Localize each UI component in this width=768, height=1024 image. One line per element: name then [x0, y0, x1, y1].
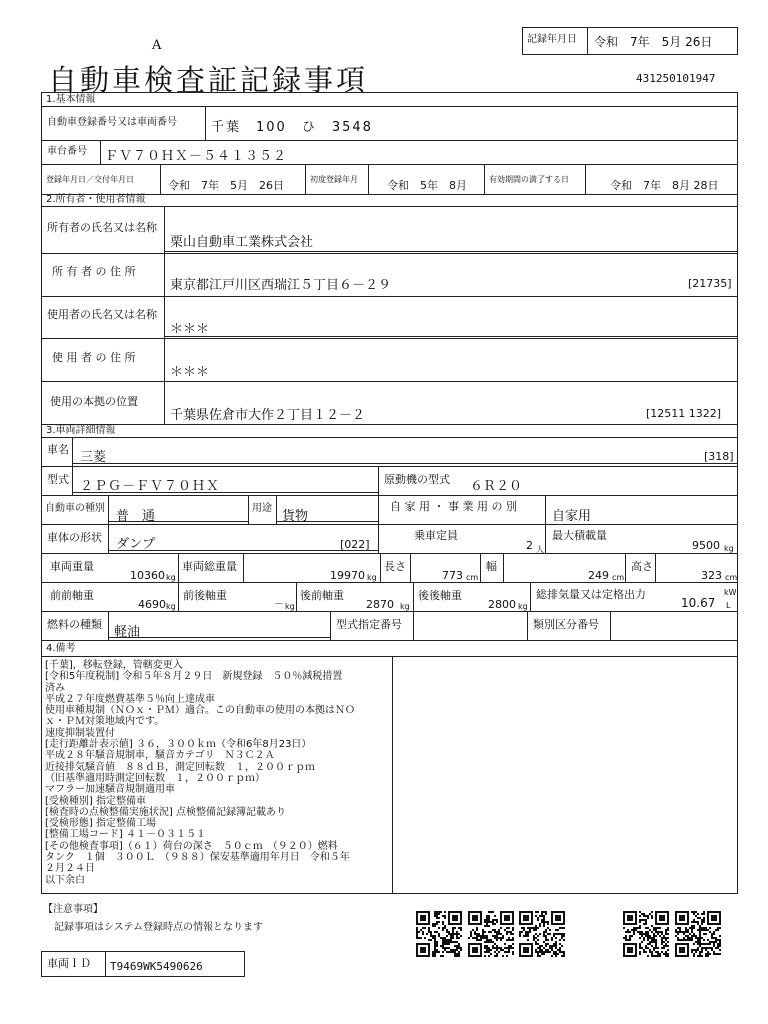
base-location-label: 使用の本拠の位置 [50, 395, 138, 408]
max-load-value: 9500 [692, 539, 720, 552]
vehicle-weight-label: 車両重量 [50, 560, 94, 573]
remarks-line: 済み [45, 682, 65, 694]
front-front-axle-unit: kg [166, 602, 176, 611]
remarks-line: （旧基準適用時測定回転数 １，２００ｒｐｍ） [45, 772, 265, 784]
document-title: 自動車検査証記録事項 [48, 63, 369, 97]
use-label: 用途 [252, 503, 272, 514]
front-rear-axle-value: － [274, 599, 284, 610]
model-label: 型式 [47, 473, 69, 486]
body-shape-value: ダンプ [116, 537, 156, 552]
rear-rear-axle-unit: kg [518, 602, 528, 611]
capacity-label: 乗車定員 [414, 529, 458, 542]
remarks-line: ２月２４日 [45, 863, 95, 875]
vehicle-weight-value: 10360 [130, 569, 165, 582]
height-label: 高さ [631, 560, 653, 573]
gross-weight-label: 車両総重量 [182, 560, 237, 573]
remarks-line: マフラー加速騒音規制適用車 [45, 784, 175, 796]
capacity-value: 2 [526, 539, 533, 552]
remarks-line: 平成２８年騒音規制車，騒音カテゴリ Ｎ３Ｃ２Ａ [45, 750, 275, 762]
form-mark: A [152, 38, 162, 53]
user-address-value: ＊＊＊ [170, 365, 210, 380]
base-location-code: [12511 1322] [646, 407, 722, 420]
engine-model-value: ６Ｒ２０ [470, 479, 523, 494]
height-unit: cm [725, 573, 738, 582]
front-front-axle-value: 4690 [138, 598, 166, 611]
owner-name-value: 栗山自動車工業株式会社 [170, 235, 314, 250]
chassis-number-value: ＦＶ７０ＨＸ－５４１３５２ [105, 149, 288, 164]
rear-front-axle-label: 後前軸重 [300, 589, 344, 602]
remarks-line: [検査時の点検整備実施状況] 点検整備記録簿記載あり [45, 806, 286, 818]
fuel-type-value: 軽油 [114, 625, 141, 640]
rear-front-axle-unit: kg [400, 602, 410, 611]
type-designation-label: 型式指定番号 [336, 618, 402, 631]
remarks-line: [受検種別] 指定整備車 [45, 795, 146, 807]
registration-date-label: 登録年月日／交付年月日 [46, 175, 134, 184]
first-registration-value: 令和 5年 8月 [387, 179, 467, 192]
expiry-date-value: 令和 7年 8月 28日 [610, 179, 719, 192]
gross-weight-unit: kg [367, 573, 377, 582]
capacity-unit: 人 [536, 545, 544, 554]
use-value: 貨物 [282, 509, 309, 524]
front-rear-axle-label: 前後軸重 [183, 589, 227, 602]
max-load-label: 最大積載量 [552, 529, 607, 542]
maker-code: [318] [704, 450, 734, 463]
length-label: 長さ [384, 560, 406, 573]
remarks-line: [受検形態] 指定整備工場 [45, 818, 156, 830]
owner-address-value: 東京都江戸川区西瑞江５丁目６－２９ [170, 278, 392, 293]
remarks-line: 近接排気騒音値 ８８ｄＢ，測定回転数 １，２００ｒｐｍ [45, 761, 315, 773]
fuel-type-label: 燃料の種類 [47, 618, 102, 631]
qr-code-3 [519, 911, 565, 957]
width-value: 249 [588, 569, 609, 582]
qr-code-4 [623, 911, 669, 957]
base-location-value: 千葉県佐倉市大作２丁目１２－２ [170, 408, 366, 423]
model-value: ２ＰＧ－ＦＶ７０ＨＸ [80, 479, 221, 494]
maker-value: 三菱 [80, 450, 107, 465]
remarks-line: [その他検査事項]（６１）荷台の深さ ５０ｃｍ （９２０）燃料 [45, 840, 338, 852]
user-name-value: ＊＊＊ [170, 322, 210, 337]
gross-weight-value: 19970 [330, 569, 365, 582]
notes-title: 【注意事項】 [43, 904, 103, 915]
remarks-text [45, 660, 390, 886]
displacement-label: 総排気量又は定格出力 [536, 588, 646, 601]
front-front-axle-label: 前前軸重 [50, 589, 94, 602]
remarks-line: 平成２７年度燃費基準５％向上達成車 [45, 693, 215, 705]
section-owner-info: 2.所有者・使用者情報 [46, 194, 146, 205]
qr-code-1 [416, 911, 462, 957]
chassis-number-label: 車台番号 [47, 146, 87, 157]
remarks-line: タンク １個 ３００Ｌ （９８８）保安基準適用年月日 令和５年 [45, 852, 350, 864]
remarks-line: [整備工場コード] ４１－０３１５１ [45, 829, 206, 841]
vehicle-weight-unit: kg [166, 573, 176, 582]
length-unit: cm [466, 573, 479, 582]
user-name-label: 使用者の氏名又は名称 [47, 308, 157, 321]
record-date-value: 令和 7年 5月 26日 [594, 35, 713, 49]
remarks-line: 以下余白 [45, 874, 85, 886]
section-vehicle-info: 3.車両詳細情報 [46, 425, 116, 436]
qr-code-2 [468, 911, 514, 957]
business-use-label: 自 家 用 ・ 事 業 用 の 別 [390, 500, 517, 513]
engine-model-label: 原動機の型式 [384, 473, 450, 486]
vehicle-kind-label: 自動車の種別 [45, 503, 105, 514]
remarks-line: ｘ・ＰＭ対策地域内です。 [45, 716, 165, 728]
registration-number-value: 千葉 100 ひ 3548 [211, 120, 373, 135]
business-use-value: 自家用 [552, 509, 592, 524]
registration-number-label: 自動車登録番号又は車両番号 [47, 117, 177, 128]
rear-rear-axle-value: 2800 [488, 598, 516, 611]
remarks-line: [令和5年度税制] 令和５年８月２９日 新規登録 ５０％減税措置 [45, 671, 343, 683]
body-shape-code: [022] [340, 538, 370, 551]
length-value: 773 [442, 569, 463, 582]
owner-address-code: [21735] [688, 277, 732, 290]
notes-text: 記録事項はシステム登録時点の情報となります [54, 922, 263, 933]
record-date-label: 記録年月日 [527, 34, 577, 45]
user-address-label: 使 用 者 の 住 所 [52, 351, 136, 364]
remarks-line: 速度抑制装置付 [45, 727, 115, 739]
remarks-line: [千葉]，移転登録，管轄変更入 [45, 660, 183, 671]
vehicle-id-label: 車両ＩＤ [47, 957, 91, 970]
width-label: 幅 [486, 560, 497, 573]
maker-label: 車名 [47, 443, 69, 456]
owner-address-label: 所 有 者 の 住 所 [52, 265, 136, 278]
document-number: 431250101947 [636, 72, 716, 85]
displacement-unit-kw: kW [724, 588, 737, 597]
width-unit: cm [612, 573, 625, 582]
classification-label: 類別区分番号 [533, 618, 599, 631]
body-shape-label: 車体の形状 [47, 531, 102, 544]
qr-code-5 [675, 911, 721, 957]
registration-date-value: 令和 7年 5月 26日 [168, 179, 284, 192]
section-remarks: 4.備考 [46, 643, 76, 654]
first-registration-label: 初度登録年月 [310, 175, 358, 184]
expiry-date-label: 有効期間の満了する日 [489, 175, 569, 184]
front-rear-axle-unit: kg [285, 602, 295, 611]
rear-rear-axle-label: 後後軸重 [418, 589, 462, 602]
displacement-unit-l: L [726, 601, 731, 610]
max-load-unit: kg [724, 544, 734, 553]
height-value: 323 [701, 569, 722, 582]
vehicle-id-value: T9469WK5490626 [110, 960, 203, 973]
remarks-line: 使用車種規制（ＮＯｘ・ＰＭ）適合。この自動車の使用の本拠はＮＯ [45, 705, 355, 717]
displacement-value: 10.67 [681, 596, 716, 610]
vehicle-kind-value: 普 通 [116, 509, 156, 524]
owner-name-label: 所有者の氏名又は名称 [47, 221, 157, 234]
remarks-line: [走行距離計表示値] ３６，３００ｋｍ（令和6年8月23日） [45, 739, 312, 751]
rear-front-axle-value: 2870 [366, 598, 394, 611]
section-basic-info: 1.基本情報 [46, 94, 96, 105]
